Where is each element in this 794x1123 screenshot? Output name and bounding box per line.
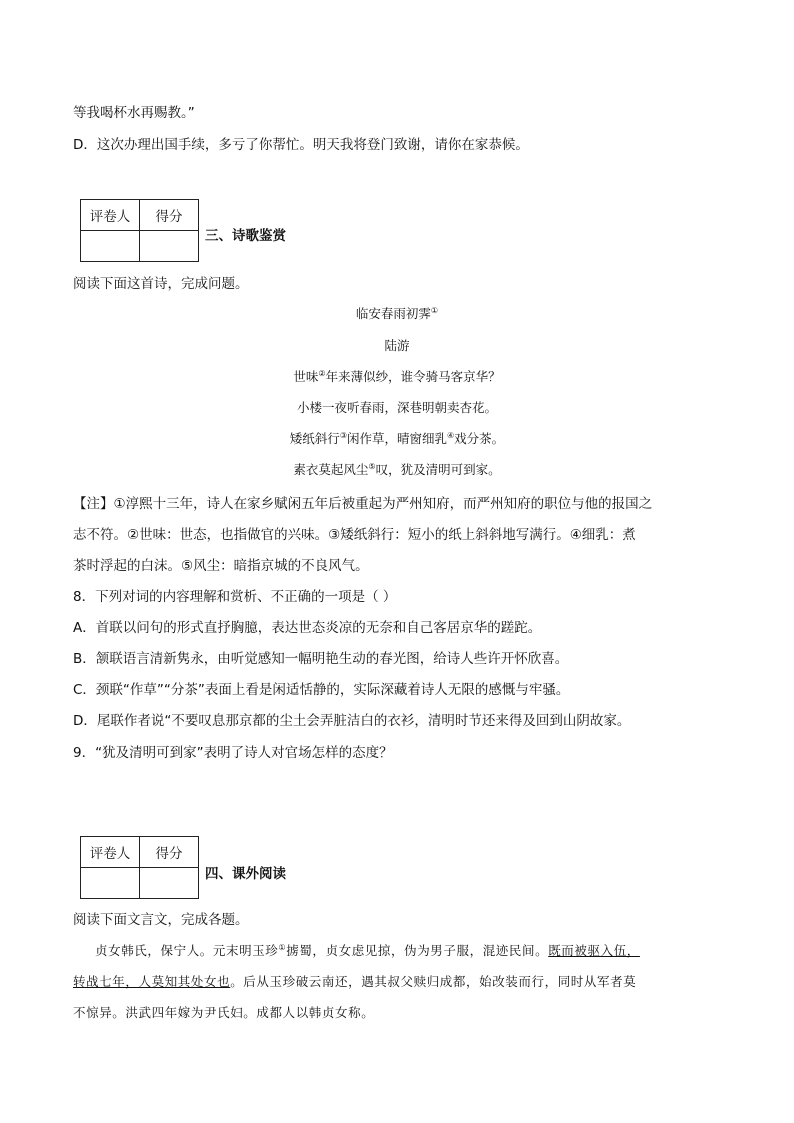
- poem-author: 陆游: [384, 338, 410, 353]
- question-9: 9．“犹及清明可到家”表明了诗人对官场怎样的态度？: [73, 745, 393, 761]
- score-box: [80, 836, 199, 899]
- poem-line: 矮纸斜行③闲作草，晴窗细乳④戏分茶。: [289, 430, 505, 446]
- score-header: 得分: [140, 200, 199, 231]
- passage-line: 贞女韩氏，保宁人。元末明玉珍①掳蜀，贞女虑见掠，伪为男子服，混迹民间。既而被驱入伍，: [95, 942, 640, 958]
- option-b: B．颔联语言清新隽永，由听觉感知一幅明艳生动的春光图，给诗人些许开怀欣喜。: [73, 651, 569, 667]
- instruction: 阅读下面这首诗，完成问题。: [73, 276, 249, 292]
- section-title: 四、课外阅读: [205, 866, 286, 882]
- section-title: 三、诗歌鉴赏: [205, 228, 286, 244]
- grader-header: 评卷人: [81, 200, 140, 231]
- grader-header: 评卷人: [81, 837, 140, 868]
- poem-line: 素衣莫起风尘⑤叹，犹及清明可到家。: [293, 461, 501, 477]
- score-header: 得分: [140, 837, 199, 868]
- score-box: [80, 199, 199, 262]
- text-line: 等我喝杯水再赐教。”: [73, 105, 195, 121]
- poem-title: 临安春雨初霁①: [355, 305, 439, 321]
- score-cell[interactable]: [140, 231, 199, 262]
- note-line: 【注】①淳熙十三年，诗人在家乡赋闲五年后被重起为严州知府，而严州知府的职位与他的报国之: [73, 496, 653, 512]
- grader-cell[interactable]: [81, 231, 140, 262]
- instruction: 阅读下面文言文，完成各题。: [73, 912, 249, 928]
- question-8: 8．下列对词的内容理解和赏析、不正确的一项是（ ）: [73, 589, 397, 605]
- poem-line: 世味②年来薄似纱，谁令骑马客京华？: [293, 368, 501, 384]
- score-cell[interactable]: [140, 868, 199, 899]
- note-line: 志不符。②世味：世态，也指做官的兴味。③矮纸斜行：短小的纸上斜斜地写满行。④细乳：煮: [73, 527, 636, 543]
- grader-cell[interactable]: [81, 868, 140, 899]
- poem-line: 小楼一夜听春雨，深巷明朝卖杏花。: [296, 400, 497, 415]
- passage-line: 不惊异。洪武四年嫁为尹氏妇。成都人以韩贞女称。: [73, 1005, 375, 1020]
- note-line: 茶时浮起的白沫。⑤风尘：暗指京城的不良风气。: [73, 558, 369, 574]
- passage-line: 转战七年，人莫知其处女也。后从玉珍破云南还，遇其叔父赎归成都，始改装而行，同时从军者莫: [73, 974, 637, 989]
- option-c: C．颈联“作草”“分茶”表面上看是闲适恬静的，实际深藏着诗人无限的感慨与牢骚。: [73, 682, 570, 698]
- option-d: D．尾联作者说“不要叹息那京都的尘土会弄脏洁白的衣衫，清明时节还来得及回到山阴故家。: [73, 713, 631, 729]
- option-d-previous: D．这次办理出国手续，多亏了你帮忙。明天我将登门致谢，请你在家恭候。: [73, 137, 529, 153]
- option-a: A．首联以问句的形式直抒胸臆，表达世态炎凉的无奈和自己客居京华的蹉跎。: [73, 620, 542, 636]
